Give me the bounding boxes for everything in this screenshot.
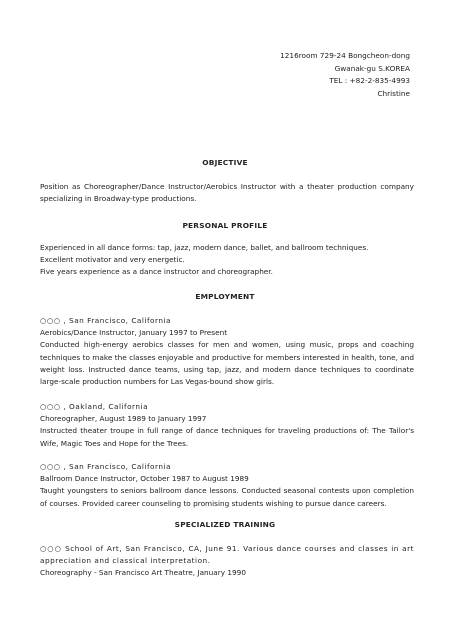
profile-heading: PERSONAL PROFILE [182, 221, 268, 230]
contact-block [280, 50, 410, 100]
address-line-1: 1216room 729-24 Bongcheon-dong [280, 51, 410, 60]
profile-list [40, 242, 414, 279]
job-title: Choreographer, August 1989 to January 1997 [40, 414, 207, 424]
name-line: Christine [377, 88, 410, 98]
job-entry [40, 401, 414, 450]
objective-text: Position as Choreographer/Dance Instructor/Aerobics Instructor with a theater production company specializing in Broadway-type productions. [40, 182, 414, 204]
job-title: Aerobics/Dance Instructor, January 1997 to Present [40, 328, 228, 338]
phone-line: TEL : +82-2-835-4993 [329, 76, 410, 86]
job-description: Conducted high-energy aerobics classes for men and women, using music, props and coaching techniques to make the classes enjoyable and productive for members interested in health, tone, and weight loss. Instructed dance teams, using tap, jazz, and modern dance techniques to coordinate large-scale production numbers for Las Vegas-bound show girls. [40, 340, 414, 386]
training-heading: SPECIALIZED TRAINING [174, 520, 276, 529]
job-place: ○○○ , Oakland, California [40, 402, 149, 411]
address-line-2: Gwanak-gu S.KOREA [334, 63, 410, 73]
training-block [40, 543, 414, 580]
job-place: ○○○ , San Francisco, California [40, 462, 171, 471]
job-title: Ballroom Dance Instructor, October 1987 to August 1989 [40, 474, 249, 484]
profile-item: Excellent motivator and very energetic. [40, 255, 185, 265]
training-text: ○○○ School of Art, San Francisco, CA, June 91. Various dance courses and classes in art appreciation and classical interpretation. [40, 544, 414, 566]
job-place: ○○○ , San Francisco, California [40, 316, 171, 325]
objective-heading: OBJECTIVE [202, 158, 248, 167]
job-entry [40, 461, 414, 510]
profile-item: Experienced in all dance forms: tap, jazz, modern dance, ballet, and ballroom techniques. [40, 243, 369, 252]
job-description: Instructed theater troupe in full range of dance techniques for traveling productions of: The Tailor's Wife, Magic Toes and Hope for the Trees. [40, 426, 414, 448]
profile-item: Five years experience as a dance instructor and choreographer. [40, 267, 273, 277]
job-description: Taught youngsters to seniors ballroom dance lessons. Conducted seasonal contests upon completion of courses. Provided career counseling to promising students wishing to pursue dance careers. [40, 486, 414, 508]
training-line: Choreography - San Francisco Art Theatre, January 1990 [40, 568, 246, 578]
job-entry [40, 315, 414, 388]
employment-heading: EMPLOYMENT [195, 292, 255, 301]
